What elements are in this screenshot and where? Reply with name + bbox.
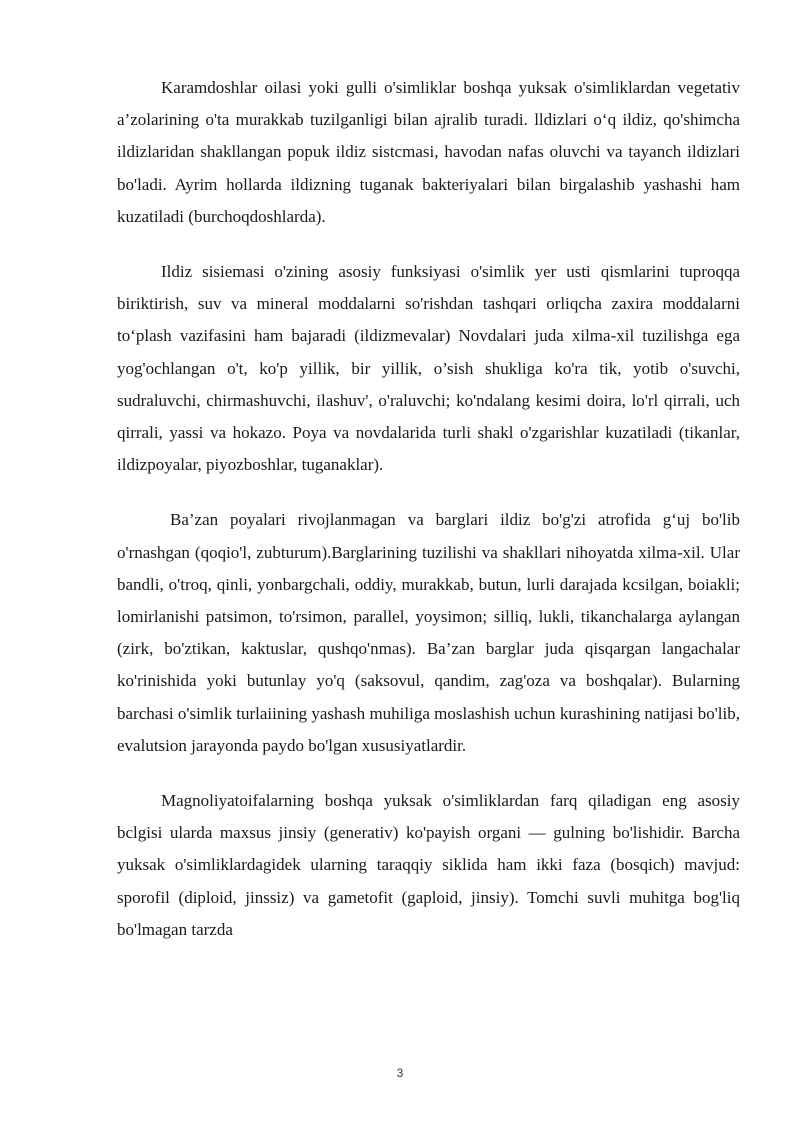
paragraph-1: Karamdoshlar oilasi yoki gulli o'simliklar boshqa yuksak o'simliklardan vegetativ a’zolarining o'ta murakkab tuzilganligi bilan ajralib turadi. lldizlari o‘q ildiz, qo'shimcha ildizlaridan shakllangan popuk ildiz sistcmasi, havodan nafas oluvchi va tayanch ildizlari bo'ladi. Ayrim hollarda ildizning tuganak bakteriyalari bilan birgalashib yashashi ham kuzatiladi (burchoqdoshlarda). — [117, 78, 740, 226]
document-page — [117, 72, 740, 946]
paragraph-2: Ildiz sisiemasi o'zining asosiy funksiyasi o'simlik yer usti qismlarini tuproqqa biriktirish, suv va mineral moddalarni so'rishdan tashqari orliqcha zaxira moddalarni to‘plash vazifasini ham bajaradi (ildizmevalar) Novdalari juda xilma-xil tuzilishga ega yog'ochlangan o't, ko'p yillik, bir yillik, o’sish shukliga ko'ra tik, yotib o'suvchi, sudraluvchi, chirmashuvchi, ilashuv', o'raluvchi; ko'ndalang kesimi doira, lo'rl qirrali, uch qirrali, yassi va hokazo. Poya va novdalarida turli shakl o'zgarishlar kuzatiladi (tikanlar, ildizpoyalar, piyozboshlar, tuganaklar). — [117, 262, 740, 475]
page-number: 3 — [396, 1066, 404, 1080]
paragraph-3: Ba’zan poyalari rivojlanmagan va barglari ildiz bo'g'zi atrofida g‘uj bo'lib o'rnashgan (qoqio'l, zubturum).Barglarining tuzilishi va shakllari nihoyatda xilma-xil. Ular bandli, o'troq, qinli, yonbargchali, oddiy, murakkab, butun, lurli darajada kcsilgan, boiakli; lomirlanishi patsimon, to'rsimon, parallel, yoysimon; silliq, lukli, tikanchalarga aylangan (zirk, bo'ztikan, kaktuslar, qushqo'nmas). Ba’zan barglar juda qisqargan langachalar ko'rinishida yoki butunlay yo'q (saksovul, qandim, zag'oza va boshqalar). Bularning barchasi o'simlik turlaiining yashash muhiliga moslashish uchun kurashining natijasi bo'lib, evalutsion jarayonda paydo bo'lgan xususiyatlardir. — [117, 510, 740, 755]
paragraph-4: Magnoliyatoifalarning boshqa yuksak o'simliklardan farq qiladigan eng asosiy bclgisi ularda maxsus jinsiy (generativ) ko'payish organi — gulning bo'lishidir. Barcha yuksak o'simliklardagidek ularning taraqqiy siklida ham ikki faza (bosqich) mavjud: sporofil (diploid, jinssiz) va gametofit (gaploid, jinsiy). Tomchi suvli muhitga bog'liq bo'lmagan tarzda — [117, 791, 740, 939]
